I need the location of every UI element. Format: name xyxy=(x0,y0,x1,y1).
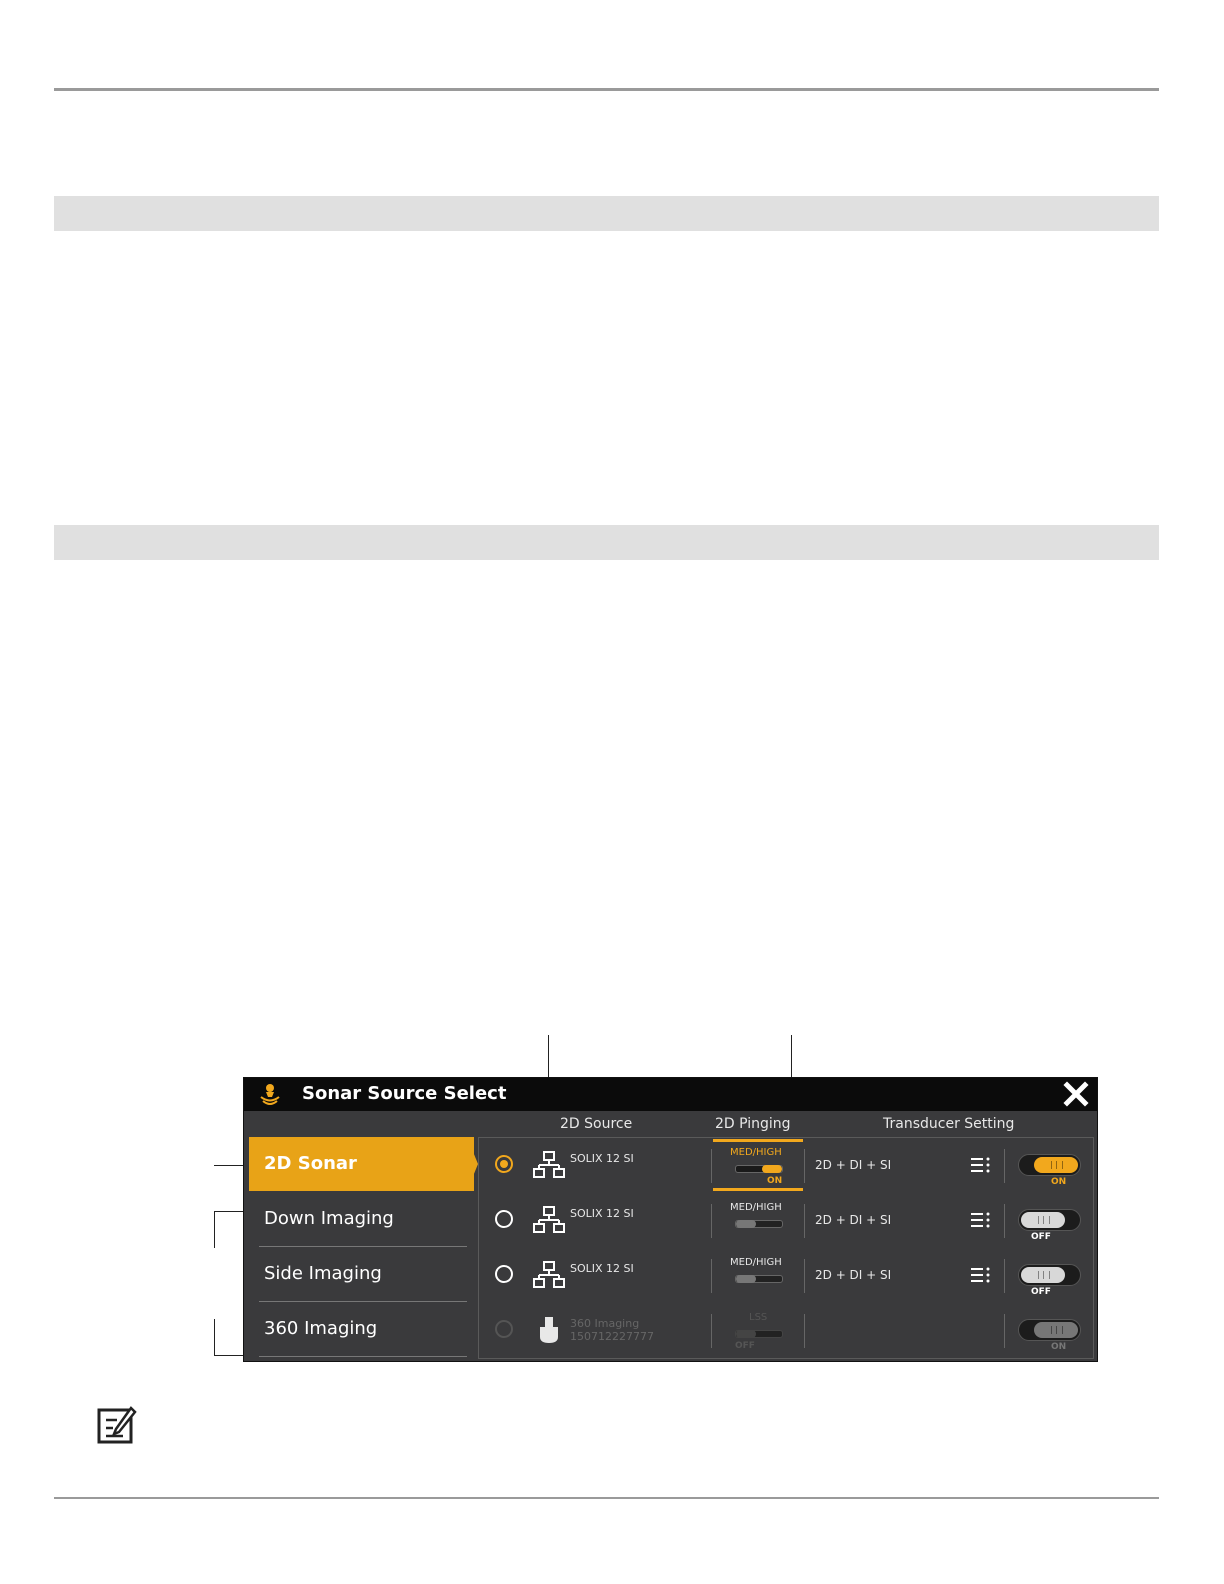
source-name: SOLIX 12 SI xyxy=(570,1152,634,1165)
active-tab-notch xyxy=(461,1137,478,1191)
source-toggle[interactable] xyxy=(1018,1319,1081,1341)
transducer-mode: 2D + DI + SI xyxy=(815,1213,892,1227)
column-separator xyxy=(804,1149,805,1183)
ping-slider[interactable] xyxy=(735,1220,783,1228)
menu-icon[interactable] xyxy=(970,1156,990,1174)
source-radio[interactable] xyxy=(495,1210,513,1228)
close-icon[interactable] xyxy=(1063,1081,1089,1107)
network-icon xyxy=(533,1205,565,1235)
column-separator xyxy=(804,1259,805,1293)
callout-bracket-down-imaging-top xyxy=(214,1211,244,1212)
source-toggle[interactable] xyxy=(1018,1209,1081,1231)
transducer-mode: 2D + DI + SI xyxy=(815,1158,892,1172)
ping-state: ON xyxy=(767,1176,783,1186)
column-separator xyxy=(804,1204,805,1238)
source-name: SOLIX 12 SI xyxy=(570,1262,634,1275)
column-separator xyxy=(804,1314,805,1348)
source-list xyxy=(478,1137,1094,1359)
callout-bracket-360 xyxy=(214,1319,215,1356)
ping-slider[interactable] xyxy=(735,1275,783,1283)
toggle-label: OFF xyxy=(1031,1232,1051,1242)
sidebar xyxy=(249,1137,478,1357)
ping-state: OFF xyxy=(735,1341,755,1351)
bottom-rule xyxy=(54,1497,1159,1499)
menu-icon[interactable] xyxy=(970,1266,990,1284)
source-radio[interactable] xyxy=(495,1265,513,1283)
column-separator xyxy=(711,1314,712,1348)
sidebar-item-360-imaging[interactable]: 360 Imaging xyxy=(264,1318,378,1339)
source-toggle[interactable] xyxy=(1018,1154,1081,1176)
menu-icon[interactable] xyxy=(970,1211,990,1229)
column-header-2d-pinging: 2D Pinging xyxy=(715,1116,791,1132)
source-row xyxy=(479,1248,1093,1303)
toggle-label: ON xyxy=(1051,1177,1067,1187)
source-radio-selected[interactable] xyxy=(495,1155,513,1173)
column-separator xyxy=(1004,1149,1005,1183)
network-icon xyxy=(533,1260,565,1290)
column-separator xyxy=(711,1204,712,1238)
dialog-title: Sonar Source Select xyxy=(302,1083,507,1104)
sidebar-item-side-imaging[interactable]: Side Imaging xyxy=(264,1263,382,1284)
column-separator xyxy=(1004,1259,1005,1293)
section-header-band-2 xyxy=(54,525,1159,560)
column-header-transducer-setting: Transducer Setting xyxy=(883,1116,1015,1132)
column-separator xyxy=(1004,1204,1005,1238)
transducer-mode: 2D + DI + SI xyxy=(815,1268,892,1282)
toggle-label: ON xyxy=(1051,1342,1067,1352)
source-serial: 150712227777 xyxy=(570,1330,654,1343)
column-header-2d-source: 2D Source xyxy=(560,1116,633,1132)
column-separator xyxy=(711,1259,712,1293)
column-separator xyxy=(711,1149,712,1183)
note-pencil-icon xyxy=(97,1406,137,1444)
source-row xyxy=(479,1138,1093,1193)
transducer-icon xyxy=(533,1315,565,1345)
ping-slider[interactable] xyxy=(735,1165,783,1173)
column-separator xyxy=(1004,1314,1005,1348)
ping-level: LSS xyxy=(749,1312,768,1323)
sonar-source-dialog xyxy=(243,1077,1098,1362)
sidebar-item-down-imaging[interactable]: Down Imaging xyxy=(264,1208,394,1229)
ping-level: MED/HIGH xyxy=(730,1202,782,1213)
sidebar-item-2d-sonar[interactable]: 2D Sonar xyxy=(249,1137,474,1191)
source-radio-disabled[interactable] xyxy=(495,1320,513,1338)
top-rule xyxy=(54,88,1159,91)
callout-bracket-360-bottom xyxy=(214,1355,244,1356)
callout-bracket-down-imaging xyxy=(214,1211,215,1248)
source-row xyxy=(479,1193,1093,1248)
ping-level: MED/HIGH xyxy=(730,1257,782,1268)
dialog-titlebar xyxy=(244,1078,1097,1111)
ping-level: MED/HIGH xyxy=(730,1147,782,1158)
sonar-source-icon xyxy=(257,1082,283,1108)
source-name: SOLIX 12 SI xyxy=(570,1207,634,1220)
sidebar-divider xyxy=(259,1356,467,1357)
source-name: 360 Imaging xyxy=(570,1317,640,1330)
ping-slider[interactable] xyxy=(735,1330,783,1338)
source-toggle[interactable] xyxy=(1018,1264,1081,1286)
section-header-band-1 xyxy=(54,196,1159,231)
toggle-label: OFF xyxy=(1031,1287,1051,1297)
source-row xyxy=(479,1303,1093,1358)
network-icon xyxy=(533,1150,565,1180)
